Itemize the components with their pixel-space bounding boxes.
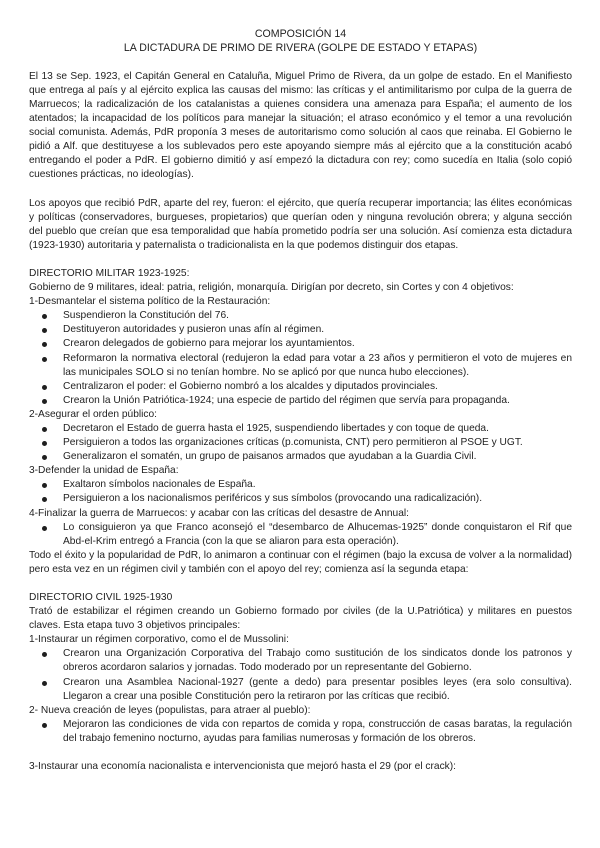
list-item: Persiguieron a los nacionalismos periféricos y sus símbolos (provocando una radicalización). — [63, 492, 572, 506]
intro-paragraph-1: El 13 se Sep. 1923, el Capitán General en Cataluña, Miguel Primo de Rivera, da un golpe de estado. En el Manifiesto que entrega al país y al ejército explica las causas del mismo: las críticas y el antimilitarismo por culpa de la guerra de Marruecos; la radicalización de los catalanistas a quienes considera una amenaza para España; el aumento de los atentados; la incapacidad de los políticos para manejar la situación; el atraso económico y el temor a una revolución social comunista. Además, PdR proponía 3 meses de autoritarismo como solución al caos que reinaba. El Gobierno le pidió a Alf. que destituyese a los sublevados pero este apoyando siempre más al ejército que a la constitución acabó entregando el poder a PdR. El gobierno dimitió y así empezó la dictadura con rey; como sucedía en Italia (solo copió cuestiones prácticas, no ideologías). — [29, 70, 572, 181]
militar-objective-2: 2-Asegurar el orden público: — [29, 408, 157, 420]
list-item: Crearon delegados de gobierno para mejorar los ayuntamientos. — [63, 337, 572, 351]
list-item: Suspendieron la Constitución del 76. — [63, 309, 572, 323]
militar-objective-4-list — [29, 521, 572, 549]
title-line-2: LA DICTADURA DE PRIMO DE RIVERA (GOLPE DE ESTADO Y ETAPAS) — [123, 42, 478, 55]
militar-objective-2-list — [29, 422, 572, 464]
militar-heading: DIRECTORIO MILITAR 1923-1925: — [29, 267, 190, 279]
list-item: Reformaron la normativa electoral (redujeron la edad para votar a 23 años y permitieron el voto de mujeres en las municipales SOLO si no tenían hombre. No se aplicó por que nunca hubo elecciones). — [63, 352, 572, 380]
civil-objective-3: 3-Instaurar una economía nacionalista e intervencionista que mejoró hasta el 29 (por el crack): — [29, 761, 456, 773]
militar-objective-3-list — [29, 478, 572, 506]
list-item: Exaltaron símbolos nacionales de España. — [63, 478, 572, 492]
civil-heading: DIRECTORIO CIVIL 1925-1930 — [29, 592, 173, 603]
militar-objective-4: 4-Finalizar la guerra de Marruecos: y acabar con las críticas del desastre de Annual: — [29, 507, 409, 519]
civil-objective-2: 2- Nueva creación de leyes (populistas, para atraer al pueblo): — [29, 704, 311, 716]
militar-objective-1: 1-Desmantelar el sistema político de la Restauración: — [29, 296, 271, 308]
list-item: Crearon la Unión Patriótica-1924; una especie de partido del régimen que servía para propaganda. — [63, 394, 572, 408]
section-directorio-civil — [29, 591, 572, 746]
document-title — [29, 27, 572, 56]
militar-closing: Todo el éxito y la popularidad de PdR, lo animaron a continuar con el régimen (bajo la excusa de volver a la normalidad) pero esta vez en un régimen civil y también con el apoyo del rey; comienza así la segunda etapa: — [29, 549, 572, 575]
section-directorio-militar — [29, 267, 572, 577]
intro-paragraph-2: Los apoyos que recibió PdR, aparte del rey, fueron: el ejército, que quería recuperar importancia; las élites económicas y políticas (conservadores, burgueses, propietarios) que querían oden y ninguna revolución obrera; y alguna sección del pueblo que creían que esa temporalidad que había prometido podría ser una solución. Así comienza esta dictadura (1923-1930) autoritaria y paternalista o tradicionalista en la que podemos distinguir dos etapas. — [29, 197, 572, 251]
civil-objective-1-list — [29, 647, 572, 703]
list-item: Crearon una Asamblea Nacional-1927 (gente a dedo) para presentar posibles leyes (era solo consultiva). Llegaron a crear una posible Constitución pero la retiraron por las críticas que recibió. — [63, 676, 572, 704]
list-item: Centralizaron el poder: el Gobierno nombró a los alcaldes y diputados provinciales. — [63, 380, 572, 394]
civil-summary: Trató de estabilizar el régimen creando un Gobierno formado por civiles (de la U.Patriótica) y militares en puestos claves. Esta etapa tuvo 3 objetivos principales: — [29, 606, 572, 632]
list-item: Mejoraron las condiciones de vida con repartos de comida y ropa, construcción de casas baratas, la regulación del trabajo femenino nocturno, ayudas para familias numerosas y formación de los obreros. — [63, 718, 572, 746]
civil-objective-2-list — [29, 718, 572, 746]
list-item: Destituyeron autoridades y pusieron unas afín al régimen. — [63, 323, 572, 337]
list-item: Lo consiguieron ya que Franco aconsejó el “desembarco de Alhucemas-1925” donde conquistaron el Rif que Abd-el-Krim entregó a Francia (con la que se aliaron para esta operación). — [63, 521, 572, 549]
militar-objective-3: 3-Defender la unidad de España: — [29, 465, 179, 477]
civil-objective-1: 1-Instaurar un régimen corporativo, como el de Mussolini: — [29, 634, 289, 646]
list-item: Crearon una Organización Corporativa del Trabajo como sustitución de los sindicatos donde los patronos y obreros acordaron salarios y jornadas. Todo moderado por un representante del Gobierno. — [63, 647, 572, 675]
list-item: Decretaron el Estado de guerra hasta el 1925, suspendiendo libertades y con toque de queda. — [63, 422, 572, 436]
list-item: Persiguieron a todos las organizaciones críticas (p.comunista, CNT) pero permitieron al PSOE y UGT. — [63, 436, 572, 450]
militar-objective-1-list — [29, 309, 572, 408]
title-line-1: COMPOSICIÓN 14 — [254, 28, 347, 40]
list-item: Generalizaron el somatén, un grupo de paisanos armados que ayudaban a la Guardia Civil. — [63, 450, 572, 464]
militar-summary: Gobierno de 9 militares, ideal: patria, religión, monarquía. Dirigían por decreto, sin Cortes y con 4 objetivos: — [29, 282, 514, 294]
